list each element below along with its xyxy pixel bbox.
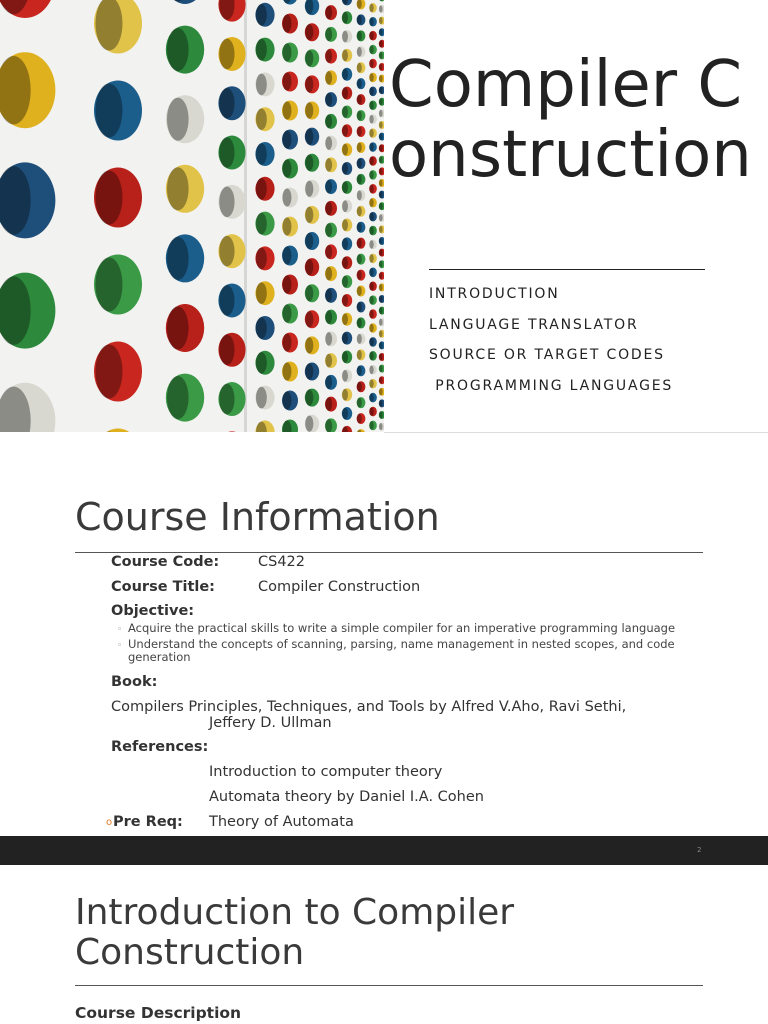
heading-divider [75, 552, 703, 553]
topic-item: SOURCE OR TARGET CODES [429, 347, 665, 363]
book-text-line2: Jeffery D. Ullman [209, 715, 332, 731]
title-slide [0, 0, 768, 432]
objective-item [117, 638, 128, 652]
course-code-value: CS422 [258, 554, 306, 570]
bullet-icon: ◦ [117, 625, 123, 635]
topic-item: INTRODUCTION [429, 286, 560, 302]
objective-label: Objective: [111, 603, 195, 619]
course-code-label: Course Code: [111, 554, 220, 570]
heading-divider [75, 985, 703, 986]
objective-text: Acquire the practical skills to write a simple compiler for an imperative programming language [128, 621, 676, 635]
references-label: References: [111, 739, 209, 755]
bullet-icon: ◦ [117, 641, 123, 651]
prereq-value: Theory of Automata [209, 814, 354, 830]
slide-heading: Course Information [75, 495, 440, 539]
perforated-wall-image [0, 0, 384, 432]
reference-item: Introduction to computer theory [209, 764, 443, 780]
prereq-label: Pre Req: [113, 814, 183, 830]
title-divider [429, 269, 705, 270]
topic-list [429, 286, 673, 408]
page-number: 2 [697, 846, 702, 854]
intro-slide [0, 865, 768, 1024]
slide-heading: Introduction to Compiler Construction [75, 892, 515, 973]
course-description-heading: Course Description [75, 1004, 242, 1022]
topic-item: LANGUAGE TRANSLATOR [429, 316, 639, 333]
reference-item: Automata theory by Daniel I.A. Cohen [209, 789, 484, 805]
objective-item [117, 622, 128, 636]
hero-image [0, 0, 384, 432]
book-label: Book: [111, 674, 158, 690]
prereq-bullet-icon: o [106, 817, 113, 828]
slide-title: Compiler Construction [389, 48, 752, 192]
objective-text: Understand the concepts of scanning, parsing, name management in nested scopes, and code generation [128, 637, 675, 664]
course-title-value: Compiler Construction [258, 579, 421, 595]
topic-item: PROGRAMMING LANGUAGES [429, 377, 674, 394]
course-title-label: Course Title: [111, 579, 215, 595]
slide-footer-band [0, 836, 768, 865]
book-text-line1: Compilers Principles, Techniques, and Tools by Alfred V.Aho, Ravi Sethi, [111, 699, 627, 715]
course-info-slide [0, 433, 768, 836]
